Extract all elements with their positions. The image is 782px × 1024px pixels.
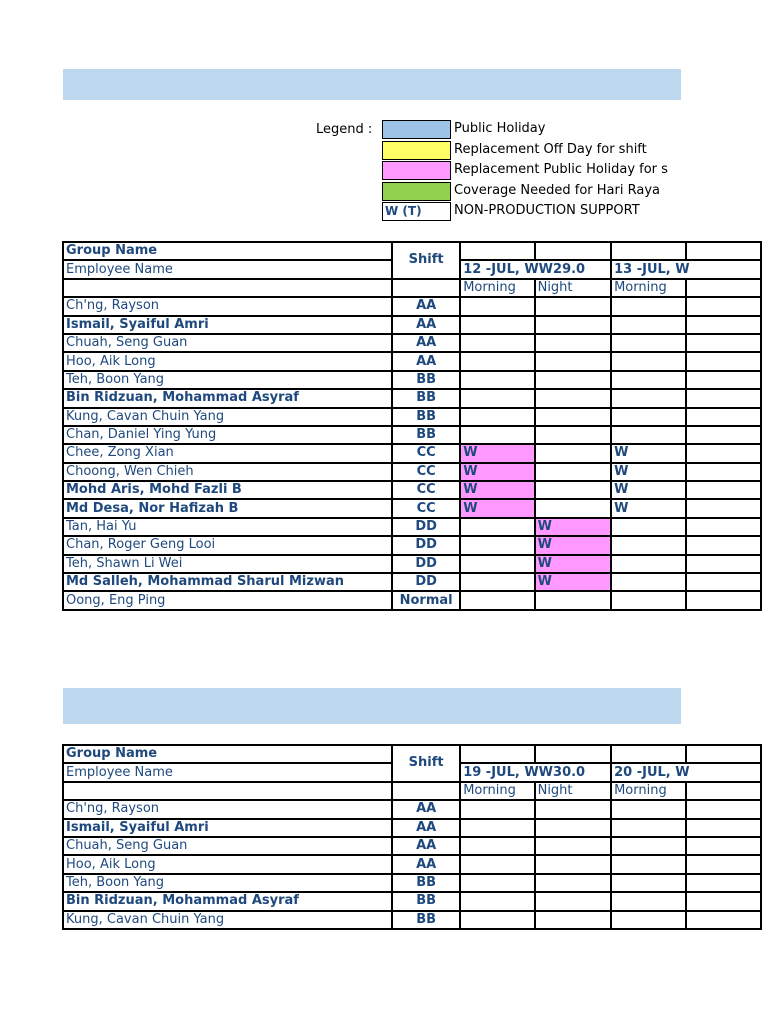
table-row (63, 591, 761, 609)
schedule-cell (611, 389, 685, 407)
legend-label: Legend : (316, 122, 373, 137)
table-row (63, 426, 761, 444)
schedule-cell (535, 892, 612, 910)
roster-table-2 (62, 744, 762, 930)
legend-swatch (382, 141, 451, 160)
schedule-cell (611, 911, 685, 929)
employee-name-cell: Tan, Hai Yu (63, 518, 392, 536)
header-empty-cell (63, 279, 392, 297)
schedule-cell (460, 352, 534, 370)
employee-name-cell: Chan, Daniel Ying Yung (63, 426, 392, 444)
schedule-cell (686, 855, 762, 873)
employee-name-cell: Chee, Zong Xian (63, 444, 392, 462)
schedule-cell (460, 874, 534, 892)
shift-header: Shift (392, 242, 460, 279)
employee-name-cell: Teh, Boon Yang (63, 371, 392, 389)
table-row (63, 874, 761, 892)
employee-name-cell: Ch'ng, Rayson (63, 297, 392, 315)
employee-name-header: Employee Name (63, 260, 392, 278)
employee-name-cell: Bin Ridzuan, Mohammad Asyraf (63, 389, 392, 407)
schedule-cell (686, 481, 762, 499)
header-empty-cell (460, 242, 534, 260)
shift-cell: BB (392, 892, 460, 910)
table-row (63, 334, 761, 352)
schedule-cell (535, 426, 612, 444)
legend-text: Replacement Off Day for shift (454, 142, 647, 157)
period-night-header: Night (535, 782, 612, 800)
shift-cell: CC (392, 444, 460, 462)
schedule-cell (460, 855, 534, 873)
schedule-cell (686, 463, 762, 481)
shift-cell: AA (392, 352, 460, 370)
table-row (63, 555, 761, 573)
schedule-cell (535, 837, 612, 855)
schedule-cell (686, 536, 762, 554)
header-row (63, 745, 761, 763)
shift-cell: AA (392, 297, 460, 315)
header-empty-cell (535, 745, 612, 763)
schedule-cell (611, 573, 685, 591)
schedule-cell (460, 518, 534, 536)
schedule-cell (460, 371, 534, 389)
schedule-cell (611, 536, 685, 554)
schedule-cell (535, 444, 612, 462)
header-empty-cell (460, 745, 534, 763)
shift-cell: BB (392, 426, 460, 444)
table-row (63, 481, 761, 499)
schedule-cell (686, 499, 762, 517)
shift-cell: DD (392, 518, 460, 536)
header-empty-cell (63, 782, 392, 800)
shift-cell: AA (392, 819, 460, 837)
schedule-cell (535, 408, 612, 426)
schedule-cell (611, 518, 685, 536)
schedule-cell (686, 819, 762, 837)
header-empty-cell (392, 279, 460, 297)
schedule-cell: W (535, 555, 612, 573)
schedule-cell (611, 316, 685, 334)
schedule-cell (611, 334, 685, 352)
schedule-cell (460, 536, 534, 554)
schedule-cell: W (535, 518, 612, 536)
schedule-cell (460, 297, 534, 315)
schedule-cell (686, 892, 762, 910)
schedule-cell (460, 800, 534, 818)
group-name-header: Group Name (63, 242, 392, 260)
schedule-cell (460, 911, 534, 929)
schedule-cell (611, 426, 685, 444)
schedule-cell (535, 389, 612, 407)
schedule-cell (686, 371, 762, 389)
employee-name-cell: Mohd Aris, Mohd Fazli B (63, 481, 392, 499)
schedule-cell (535, 855, 612, 873)
header-row (63, 242, 761, 260)
legend-swatch (382, 161, 451, 180)
shift-cell: AA (392, 837, 460, 855)
schedule-cell (686, 518, 762, 536)
schedule-cell (686, 426, 762, 444)
table-row (63, 837, 761, 855)
schedule-cell (535, 800, 612, 818)
schedule-cell: W (535, 536, 612, 554)
table-row (63, 371, 761, 389)
legend-swatch (382, 120, 451, 139)
schedule-cell (535, 819, 612, 837)
schedule-cell (686, 911, 762, 929)
table-row (63, 408, 761, 426)
schedule-cell (611, 371, 685, 389)
schedule-cell (611, 352, 685, 370)
schedule-cell (460, 316, 534, 334)
employee-name-cell: Bin Ridzuan, Mohammad Asyraf (63, 892, 392, 910)
shift-cell: BB (392, 408, 460, 426)
schedule-cell (686, 297, 762, 315)
table-row (63, 573, 761, 591)
header-empty-cell (686, 782, 762, 800)
shift-cell: DD (392, 536, 460, 554)
schedule-cell (686, 800, 762, 818)
schedule-cell (535, 334, 612, 352)
schedule-cell (686, 352, 762, 370)
section-header-band-1 (63, 69, 681, 100)
date-header: 19 -JUL, WW30.0 (460, 763, 611, 781)
schedule-cell (535, 591, 612, 609)
schedule-cell (460, 892, 534, 910)
schedule-cell (686, 573, 762, 591)
table-row (63, 444, 761, 462)
schedule-cell (460, 389, 534, 407)
schedule-cell: W (611, 444, 685, 462)
roster-table-1 (62, 241, 762, 611)
table-row (63, 463, 761, 481)
schedule-cell (535, 499, 612, 517)
schedule-cell (460, 426, 534, 444)
schedule-cell (686, 334, 762, 352)
schedule-cell (611, 855, 685, 873)
employee-name-cell: Chuah, Seng Guan (63, 334, 392, 352)
schedule-cell (686, 408, 762, 426)
schedule-cell: W (611, 499, 685, 517)
shift-cell: DD (392, 555, 460, 573)
schedule-cell: W (460, 463, 534, 481)
shift-cell: BB (392, 874, 460, 892)
schedule-cell (611, 819, 685, 837)
period-morning-header: Morning (611, 279, 685, 297)
schedule-cell (686, 316, 762, 334)
schedule-cell (611, 297, 685, 315)
roster-table-1-container (62, 241, 690, 611)
period-night-header: Night (535, 279, 612, 297)
schedule-cell (686, 555, 762, 573)
legend-item (382, 182, 782, 202)
employee-name-cell: Hoo, Aik Long (63, 855, 392, 873)
header-empty-cell (535, 242, 612, 260)
shift-cell: DD (392, 573, 460, 591)
table-row (63, 389, 761, 407)
period-morning-header: Morning (460, 782, 534, 800)
table-row (63, 892, 761, 910)
schedule-cell (611, 591, 685, 609)
employee-name-cell: Md Salleh, Mohammad Sharul Mizwan (63, 573, 392, 591)
schedule-cell (535, 297, 612, 315)
employee-name-cell: Teh, Boon Yang (63, 874, 392, 892)
roster-table-2-container (62, 744, 690, 930)
employee-name-cell: Md Desa, Nor Hafizah B (63, 499, 392, 517)
table-row (63, 316, 761, 334)
employee-name-cell: Chuah, Seng Guan (63, 837, 392, 855)
schedule-cell (611, 408, 685, 426)
schedule-cell (686, 874, 762, 892)
table-row (63, 855, 761, 873)
shift-cell: BB (392, 371, 460, 389)
legend-swatch: W (T) (382, 202, 451, 221)
table-row (63, 518, 761, 536)
schedule-cell (611, 892, 685, 910)
schedule-cell: W (460, 499, 534, 517)
legend-item (382, 161, 782, 181)
schedule-cell: W (611, 463, 685, 481)
header-empty-cell (392, 782, 460, 800)
shift-cell: Normal (392, 591, 460, 609)
shift-cell: CC (392, 499, 460, 517)
group-name-header: Group Name (63, 745, 392, 763)
schedule-cell (460, 408, 534, 426)
schedule-cell (686, 591, 762, 609)
date-header: 20 -JUL, W (611, 763, 761, 781)
shift-header: Shift (392, 745, 460, 782)
table-row (63, 819, 761, 837)
schedule-cell (686, 837, 762, 855)
schedule-cell (460, 837, 534, 855)
legend-item (382, 120, 782, 140)
schedule-cell (460, 591, 534, 609)
legend-text: Coverage Needed for Hari Raya (454, 183, 660, 198)
employee-name-cell: Choong, Wen Chieh (63, 463, 392, 481)
schedule-cell (460, 334, 534, 352)
employee-name-cell: Ismail, Syaiful Amri (63, 316, 392, 334)
table-row (63, 536, 761, 554)
schedule-cell (535, 371, 612, 389)
table-row (63, 297, 761, 315)
shift-cell: BB (392, 911, 460, 929)
table-row (63, 800, 761, 818)
employee-name-cell: Ch'ng, Rayson (63, 800, 392, 818)
employee-name-cell: Oong, Eng Ping (63, 591, 392, 609)
employee-name-cell: Chan, Roger Geng Looi (63, 536, 392, 554)
period-morning-header: Morning (611, 782, 685, 800)
schedule-cell (460, 555, 534, 573)
employee-name-cell: Kung, Cavan Chuin Yang (63, 911, 392, 929)
legend-text: Replacement Public Holiday for s (454, 162, 668, 177)
date-header: 12 -JUL, WW29.0 (460, 260, 611, 278)
employee-name-cell: Hoo, Aik Long (63, 352, 392, 370)
schedule-cell (611, 874, 685, 892)
section-header-band-2 (63, 688, 681, 724)
schedule-cell (535, 463, 612, 481)
header-empty-cell (611, 745, 685, 763)
schedule-cell: W (611, 481, 685, 499)
schedule-cell (535, 352, 612, 370)
header-row (63, 279, 761, 297)
employee-name-header: Employee Name (63, 763, 392, 781)
schedule-cell: W (460, 481, 534, 499)
schedule-cell: W (535, 573, 612, 591)
header-empty-cell (611, 242, 685, 260)
table-row (63, 352, 761, 370)
schedule-cell (535, 316, 612, 334)
schedule-cell (686, 389, 762, 407)
shift-cell: BB (392, 389, 460, 407)
schedule-cell (460, 819, 534, 837)
schedule-cell (535, 911, 612, 929)
header-empty-cell (686, 242, 762, 260)
schedule-cell: W (460, 444, 534, 462)
shift-cell: AA (392, 334, 460, 352)
schedule-cell (535, 481, 612, 499)
legend-swatch (382, 182, 451, 201)
period-morning-header: Morning (460, 279, 534, 297)
shift-cell: CC (392, 463, 460, 481)
shift-cell: CC (392, 481, 460, 499)
schedule-cell (611, 837, 685, 855)
schedule-cell (611, 555, 685, 573)
legend-text: Public Holiday (454, 121, 546, 136)
table-row (63, 499, 761, 517)
shift-cell: AA (392, 800, 460, 818)
legend-item (382, 202, 782, 222)
table-row (63, 911, 761, 929)
schedule-cell (535, 874, 612, 892)
date-header: 13 -JUL, W (611, 260, 761, 278)
schedule-cell (686, 444, 762, 462)
header-row (63, 782, 761, 800)
schedule-cell (611, 800, 685, 818)
employee-name-cell: Teh, Shawn Li Wei (63, 555, 392, 573)
legend-text: NON-PRODUCTION SUPPORT (454, 203, 640, 218)
legend-item (382, 141, 782, 161)
shift-cell: AA (392, 855, 460, 873)
shift-cell: AA (392, 316, 460, 334)
employee-name-cell: Ismail, Syaiful Amri (63, 819, 392, 837)
header-empty-cell (686, 745, 762, 763)
header-empty-cell (686, 279, 762, 297)
employee-name-cell: Kung, Cavan Chuin Yang (63, 408, 392, 426)
schedule-cell (460, 573, 534, 591)
